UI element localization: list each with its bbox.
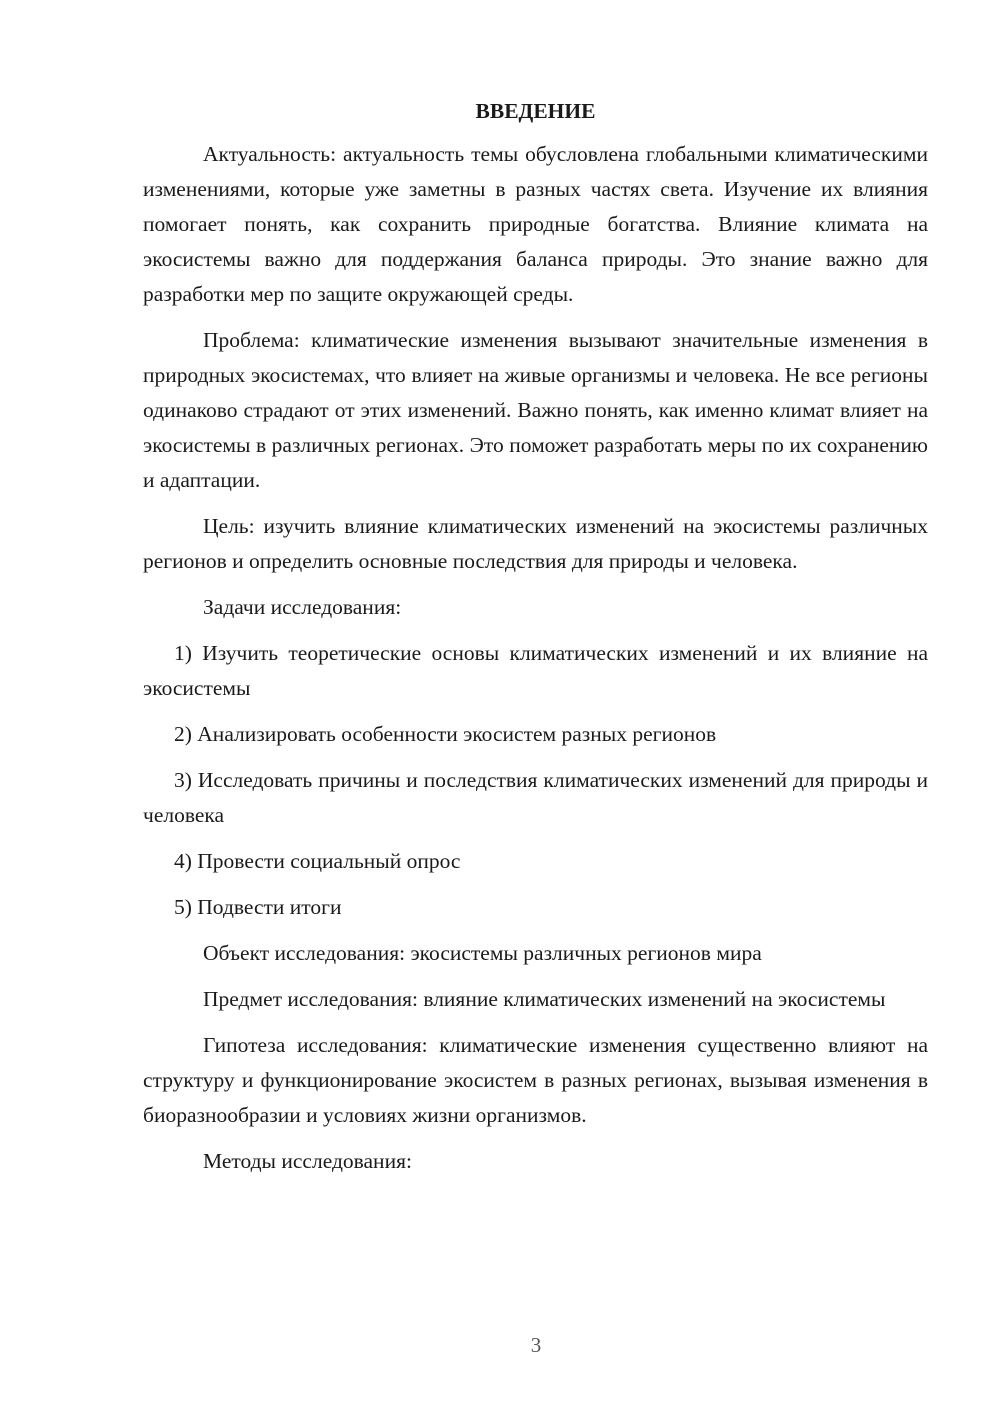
task-item: 5) Подвести итоги — [174, 895, 342, 919]
document-page — [143, 96, 928, 1190]
paragraph-object: Объект исследования: экосистемы различных регионов мира — [203, 941, 762, 965]
section-title: ВВЕДЕНИЕ — [475, 99, 596, 123]
paragraph-goal: Цель: изучить влияние климатических изменений на экосистемы различных регионов и определить основные последствия для природы и человека. — [143, 514, 928, 573]
tasks-heading: Задачи исследования: — [203, 595, 402, 619]
paragraph-problem: Проблема: климатические изменения вызывают значительные изменения в природных экосистемах, что влияет на живые организмы и человека. Не все регионы одинаково страдают от этих изменений. Важно понять, как именно климат влияет на экосистемы в различных регионах. Это поможет разработать меры по их сохранению и адаптации. — [143, 328, 928, 492]
paragraph-relevance: Актуальность: актуальность темы обусловлена глобальными климатическими изменениями, которые уже заметны в разных частях света. Изучение их влияния помогает понять, как сохранить природные богатства. Влияние климата на экосистемы важно для поддержания баланса природы. Это знание важно для разработки мер по защите окружающей среды. — [143, 142, 928, 306]
task-item: 1) Изучить теоретические основы климатических изменений и их влияние на экосистемы — [143, 641, 928, 700]
paragraph-hypothesis: Гипотеза исследования: климатические изменения существенно влияют на структуру и функционирование экосистем в разных регионах, вызывая изменения в биоразнообразии и условиях жизни организмов. — [143, 1033, 928, 1127]
task-item: 2) Анализировать особенности экосистем разных регионов — [174, 722, 717, 746]
task-item: 3) Исследовать причины и последствия климатических изменений для природы и человека — [143, 768, 928, 827]
paragraph-subject: Предмет исследования: влияние климатических изменений на экосистемы — [203, 987, 886, 1011]
page-number: 3 — [530, 1333, 542, 1357]
methods-heading: Методы исследования: — [203, 1149, 412, 1173]
task-item: 4) Провести социальный опрос — [174, 849, 461, 873]
